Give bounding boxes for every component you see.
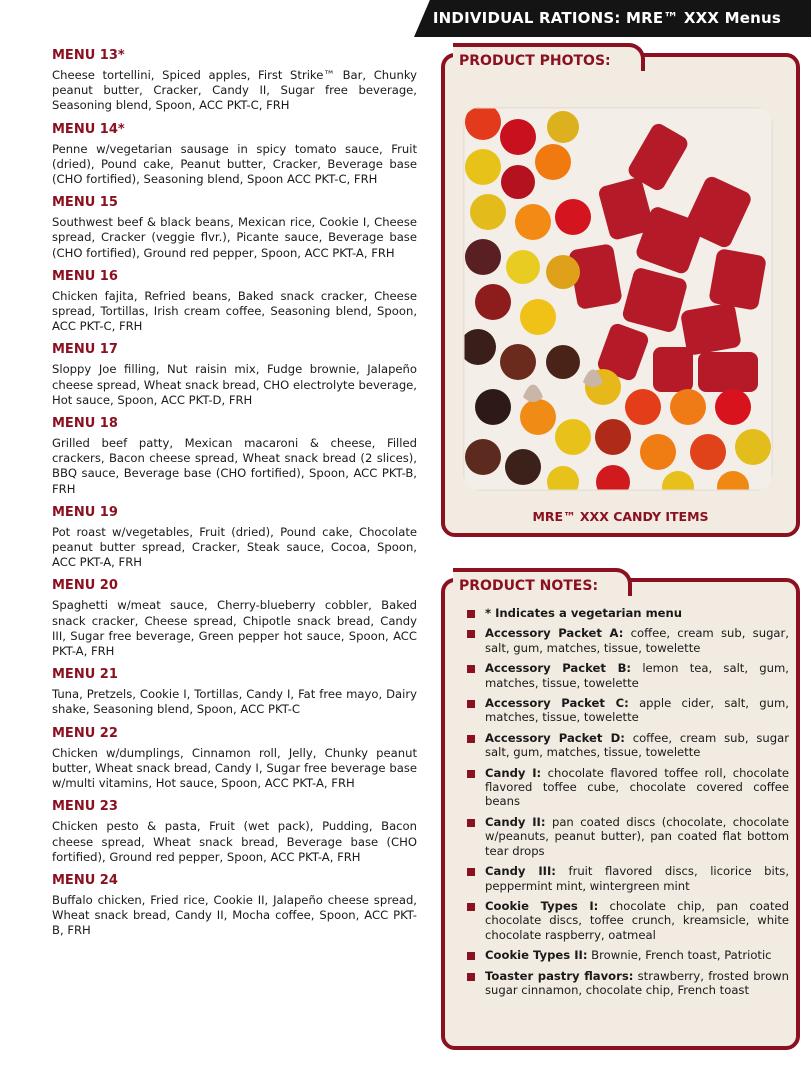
note-text: coffee, cream sub, sugar, salt, gum, matches, tissue, towelette bbox=[485, 626, 789, 655]
square-bullet-icon bbox=[467, 700, 475, 708]
notes-list bbox=[463, 606, 789, 1003]
menu-13 bbox=[52, 48, 417, 114]
menu-23 bbox=[52, 799, 417, 865]
note-item bbox=[463, 969, 789, 998]
note-item bbox=[463, 766, 789, 809]
menu-list bbox=[52, 48, 417, 947]
menu-items: Pot roast w/vegetables, Fruit (dried), Pound cake, Chocolate peanut butter spread, Cracker, Steak sauce, Cocoa, Spoon, ACC PKT-A, FRH bbox=[52, 524, 417, 570]
note-text: coffee, cream sub, sugar salt, gum, matches, tissue, towelette bbox=[485, 730, 789, 760]
menu-title: MENU 18 bbox=[52, 416, 118, 432]
product-photos-heading: PRODUCT PHOTOS: bbox=[453, 43, 645, 71]
product-photos-panel bbox=[441, 53, 800, 537]
menu-18 bbox=[52, 416, 417, 497]
note-text: pan coated discs (chocolate, chocolate w/peanuts, peanut butter), pan coated flat bottom tear drops bbox=[485, 814, 789, 858]
note-label: Accessory Packet B: bbox=[485, 661, 632, 676]
menu-items: Tuna, Pretzels, Cookie I, Tortillas, Candy I, Fat free mayo, Dairy shake, Seasoning blend, Spoon, ACC PKT-C bbox=[52, 687, 417, 717]
menu-title: MENU 19 bbox=[52, 504, 118, 520]
note-label: Accessory Packet C: bbox=[485, 696, 629, 711]
candy-photo bbox=[463, 107, 773, 491]
note-text: chocolate chip, pan coated chocolate discs, toffee crunch, kreamsicle, white chocolate raspberry, oatmeal bbox=[485, 898, 789, 942]
note-item bbox=[463, 948, 789, 962]
menu-items: Southwest beef & black beans, Mexican rice, Cookie I, Cheese spread, Cracker (veggie flvr.), Picante sauce, Beverage base (CHO fortified), Ground red pepper, Spoon, ACC PKT-A, FRH bbox=[52, 215, 417, 260]
note-item bbox=[463, 606, 789, 620]
note-label: Candy I: bbox=[485, 765, 542, 780]
menu-title: MENU 22 bbox=[52, 725, 118, 741]
note-label: Candy III: bbox=[485, 864, 556, 879]
menu-items: Grilled beef patty, Mexican macaroni & cheese, Filled crackers, Bacon cheese spread, Wheat snack bread (2 slices), BBQ sauce, Beverage base (CHO fortified), Spoon, ACC PKT-B, FRH bbox=[52, 436, 417, 496]
menu-title: MENU 20 bbox=[52, 578, 118, 594]
menu-14 bbox=[52, 122, 417, 188]
menu-title: MENU 14* bbox=[52, 121, 125, 137]
note-text: chocolate flavored toffee roll, chocolate flavored toffee cube, chocolate covered coffee beans bbox=[485, 765, 789, 809]
product-notes-panel bbox=[441, 578, 800, 1050]
note-text: lemon tea, salt, gum, matches, tissue, towelette bbox=[485, 661, 789, 690]
note-item bbox=[463, 864, 789, 893]
square-bullet-icon bbox=[467, 735, 475, 743]
menu-items: Chicken pesto & pasta, Fruit (wet pack), Pudding, Bacon cheese spread, Wheat snack bread, Beverage base (CHO fortified), Ground red pepper, Spoon, ACC PKT-A, FRH bbox=[52, 819, 417, 864]
product-notes-heading: PRODUCT NOTES: bbox=[453, 568, 632, 596]
menu-15 bbox=[52, 195, 417, 261]
menu-title: MENU 17 bbox=[52, 342, 118, 358]
menu-title: MENU 24 bbox=[52, 872, 118, 888]
menu-items: Sloppy Joe filling, Nut raisin mix, Fudge brownie, Jalapeño cheese spread, Wheat snack bread, CHO electrolyte beverage, Hot sauce, Spoon, ACC PKT-D, FRH bbox=[52, 362, 417, 407]
square-bullet-icon bbox=[467, 868, 475, 876]
square-bullet-icon bbox=[467, 665, 475, 673]
menu-title: MENU 15 bbox=[52, 195, 118, 211]
menu-title: MENU 21 bbox=[52, 667, 118, 683]
note-text: fruit flavored discs, licorice bits, peppermint mint, wintergreen mint bbox=[485, 864, 790, 893]
note-label: Accessory Packet A: bbox=[485, 626, 624, 641]
menu-20 bbox=[52, 578, 417, 659]
menu-items: Chicken fajita, Refried beans, Baked snack cracker, Cheese spread, Tortillas, Irish cream coffee, Seasoning blend, Spoon, ACC PKT-C, FRH bbox=[52, 288, 417, 334]
note-label: Accessory Packet D: bbox=[485, 730, 625, 745]
menu-22 bbox=[52, 726, 417, 792]
menu-items: Buffalo chicken, Fried rice, Cookie II, Jalapeño cheese spread, Wheat snack bread, Candy II, Mocha coffee, Spoon, ACC PKT-B, FRH bbox=[52, 892, 417, 938]
menu-17 bbox=[52, 342, 417, 408]
candy-photo-image bbox=[463, 107, 773, 491]
note-item bbox=[463, 731, 789, 760]
note-item bbox=[463, 661, 789, 690]
menu-items: Cheese tortellini, Spiced apples, First Strike™ Bar, Chunky peanut butter, Cracker, Candy II, Sugar free beverage, Seasoning blend, Spoon, ACC PKT-C, FRH bbox=[52, 68, 417, 113]
note-label: * Indicates a vegetarian menu bbox=[485, 606, 683, 620]
menu-title: MENU 23 bbox=[52, 799, 118, 815]
menu-items: Spaghetti w/meat sauce, Cherry-blueberry cobbler, Baked snack cracker, Cheese spread, Chipotle snack bread, Candy III, Sugar free beverage, Green pepper hot sauce, Spoon, ACC PKT-A, FRH bbox=[52, 598, 417, 659]
note-item bbox=[463, 899, 789, 942]
note-item bbox=[463, 815, 789, 858]
note-text: apple cider, salt, gum, matches, tissue, towelette bbox=[485, 696, 789, 725]
note-text: strawberry, frosted brown sugar cinnamon, chocolate chip, French toast bbox=[485, 968, 789, 997]
square-bullet-icon bbox=[467, 952, 475, 960]
menu-24 bbox=[52, 873, 417, 939]
menu-21 bbox=[52, 667, 417, 717]
square-bullet-icon bbox=[467, 903, 475, 911]
note-text: Brownie, French toast, Patriotic bbox=[587, 948, 772, 963]
note-item bbox=[463, 626, 789, 655]
note-label: Cookie Types I: bbox=[485, 898, 599, 913]
menu-items: Chicken w/dumplings, Cinnamon roll, Jelly, Chunky peanut butter, Wheat snack bread, Candy I, Sugar free beverage base w/multi vitamins, Hot sauce, Spoon, ACC PKT-A, FRH bbox=[52, 745, 417, 791]
menu-title: MENU 16 bbox=[52, 268, 118, 284]
menu-19 bbox=[52, 505, 417, 571]
page-title: INDIVIDUAL RATIONS: MRE™ XXX Menus bbox=[432, 9, 781, 27]
page-header bbox=[0, 0, 811, 38]
square-bullet-icon bbox=[467, 973, 475, 981]
note-item bbox=[463, 696, 789, 725]
note-label: Toaster pastry flavors: bbox=[485, 968, 634, 983]
square-bullet-icon bbox=[467, 819, 475, 827]
menu-items: Penne w/vegetarian sausage in spicy tomato sauce, Fruit (dried), Pound cake, Peanut butter, Cracker, Beverage base (CHO fortified), Seasoning blend, Spoon ACC PKT-C, FRH bbox=[52, 141, 417, 187]
note-label: Candy II: bbox=[485, 814, 546, 829]
photo-caption: MRE™ XXX CANDY ITEMS bbox=[532, 509, 709, 524]
note-label: Cookie Types II: bbox=[485, 948, 588, 963]
menu-16 bbox=[52, 269, 417, 335]
square-bullet-icon bbox=[467, 770, 475, 778]
square-bullet-icon bbox=[467, 610, 475, 618]
square-bullet-icon bbox=[467, 630, 475, 638]
menu-title: MENU 13* bbox=[52, 48, 125, 63]
